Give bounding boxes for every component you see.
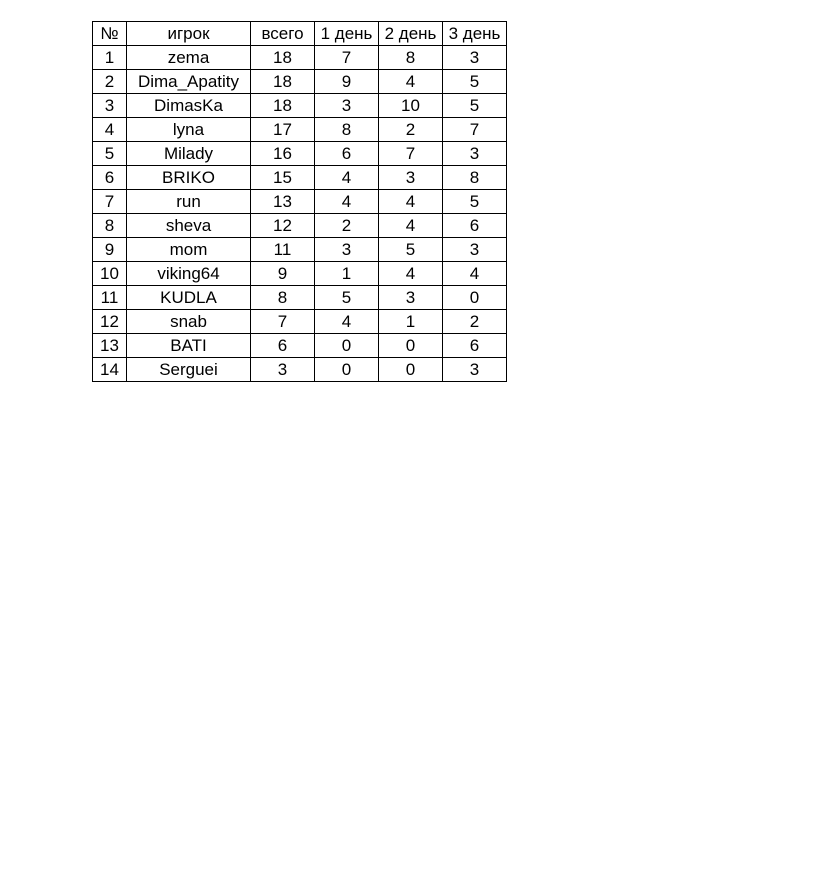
cell-day-1: 8: [315, 118, 379, 142]
cell-total: 12: [251, 214, 315, 238]
cell-day-2: 2: [379, 118, 443, 142]
cell-day-1: 4: [315, 310, 379, 334]
cell-total: 11: [251, 238, 315, 262]
cell-day-3: 4: [443, 262, 507, 286]
cell-day-2: 1: [379, 310, 443, 334]
table-row: [93, 238, 507, 262]
header-day-2: 2 день: [379, 22, 443, 46]
cell-player: sheva: [127, 214, 251, 238]
cell-number: 10: [93, 262, 127, 286]
cell-total: 6: [251, 334, 315, 358]
cell-day-1: 5: [315, 286, 379, 310]
header-day-3: 3 день: [443, 22, 507, 46]
cell-player: KUDLA: [127, 286, 251, 310]
cell-day-2: 4: [379, 70, 443, 94]
cell-player: BRIKO: [127, 166, 251, 190]
cell-total: 9: [251, 262, 315, 286]
cell-day-2: 7: [379, 142, 443, 166]
score-table: [92, 21, 507, 382]
table-row: [93, 334, 507, 358]
cell-day-1: 4: [315, 166, 379, 190]
cell-number: 4: [93, 118, 127, 142]
cell-player: Dima_Apatity: [127, 70, 251, 94]
cell-day-1: 0: [315, 334, 379, 358]
cell-player: snab: [127, 310, 251, 334]
cell-day-2: 10: [379, 94, 443, 118]
cell-day-3: 3: [443, 142, 507, 166]
cell-player: lyna: [127, 118, 251, 142]
table-row: [93, 190, 507, 214]
cell-day-2: 4: [379, 190, 443, 214]
cell-day-3: 3: [443, 358, 507, 382]
cell-day-3: 3: [443, 46, 507, 70]
cell-total: 18: [251, 94, 315, 118]
cell-day-3: 7: [443, 118, 507, 142]
cell-player: Milady: [127, 142, 251, 166]
cell-number: 8: [93, 214, 127, 238]
table-row: [93, 310, 507, 334]
cell-number: 6: [93, 166, 127, 190]
table-row: [93, 358, 507, 382]
cell-player: run: [127, 190, 251, 214]
cell-day-2: 5: [379, 238, 443, 262]
header-number: №: [93, 22, 127, 46]
cell-player: viking64: [127, 262, 251, 286]
cell-day-2: 0: [379, 358, 443, 382]
cell-number: 9: [93, 238, 127, 262]
cell-player: Serguei: [127, 358, 251, 382]
cell-day-1: 7: [315, 46, 379, 70]
cell-day-3: 5: [443, 190, 507, 214]
cell-total: 13: [251, 190, 315, 214]
cell-total: 17: [251, 118, 315, 142]
cell-day-1: 4: [315, 190, 379, 214]
cell-day-3: 6: [443, 214, 507, 238]
cell-number: 11: [93, 286, 127, 310]
cell-number: 14: [93, 358, 127, 382]
cell-day-3: 2: [443, 310, 507, 334]
cell-number: 1: [93, 46, 127, 70]
header-day-1: 1 день: [315, 22, 379, 46]
table-row: [93, 94, 507, 118]
cell-day-2: 8: [379, 46, 443, 70]
cell-total: 7: [251, 310, 315, 334]
table-row: [93, 142, 507, 166]
cell-player: DimasKa: [127, 94, 251, 118]
cell-total: 16: [251, 142, 315, 166]
cell-day-2: 3: [379, 286, 443, 310]
cell-day-2: 0: [379, 334, 443, 358]
cell-player: mom: [127, 238, 251, 262]
cell-day-3: 5: [443, 94, 507, 118]
cell-number: 5: [93, 142, 127, 166]
cell-day-3: 3: [443, 238, 507, 262]
cell-day-2: 4: [379, 214, 443, 238]
cell-day-2: 4: [379, 262, 443, 286]
table-body: [93, 46, 507, 382]
cell-player: BATI: [127, 334, 251, 358]
cell-number: 13: [93, 334, 127, 358]
table-row: [93, 286, 507, 310]
cell-number: 3: [93, 94, 127, 118]
table-row: [93, 262, 507, 286]
cell-total: 3: [251, 358, 315, 382]
table-row: [93, 118, 507, 142]
cell-day-1: 0: [315, 358, 379, 382]
table-row: [93, 70, 507, 94]
table-row: [93, 46, 507, 70]
table-row: [93, 214, 507, 238]
cell-total: 8: [251, 286, 315, 310]
cell-day-1: 9: [315, 70, 379, 94]
cell-day-3: 5: [443, 70, 507, 94]
header-row: [93, 22, 507, 46]
cell-total: 18: [251, 46, 315, 70]
cell-day-1: 2: [315, 214, 379, 238]
header-total: всего: [251, 22, 315, 46]
cell-total: 18: [251, 70, 315, 94]
cell-number: 7: [93, 190, 127, 214]
cell-day-2: 3: [379, 166, 443, 190]
cell-player: zema: [127, 46, 251, 70]
cell-total: 15: [251, 166, 315, 190]
table-header: [93, 22, 507, 46]
cell-number: 12: [93, 310, 127, 334]
cell-day-1: 1: [315, 262, 379, 286]
cell-day-1: 3: [315, 94, 379, 118]
table-row: [93, 166, 507, 190]
cell-day-1: 6: [315, 142, 379, 166]
header-player: игрок: [127, 22, 251, 46]
cell-number: 2: [93, 70, 127, 94]
cell-day-3: 8: [443, 166, 507, 190]
cell-day-3: 0: [443, 286, 507, 310]
cell-day-1: 3: [315, 238, 379, 262]
cell-day-3: 6: [443, 334, 507, 358]
